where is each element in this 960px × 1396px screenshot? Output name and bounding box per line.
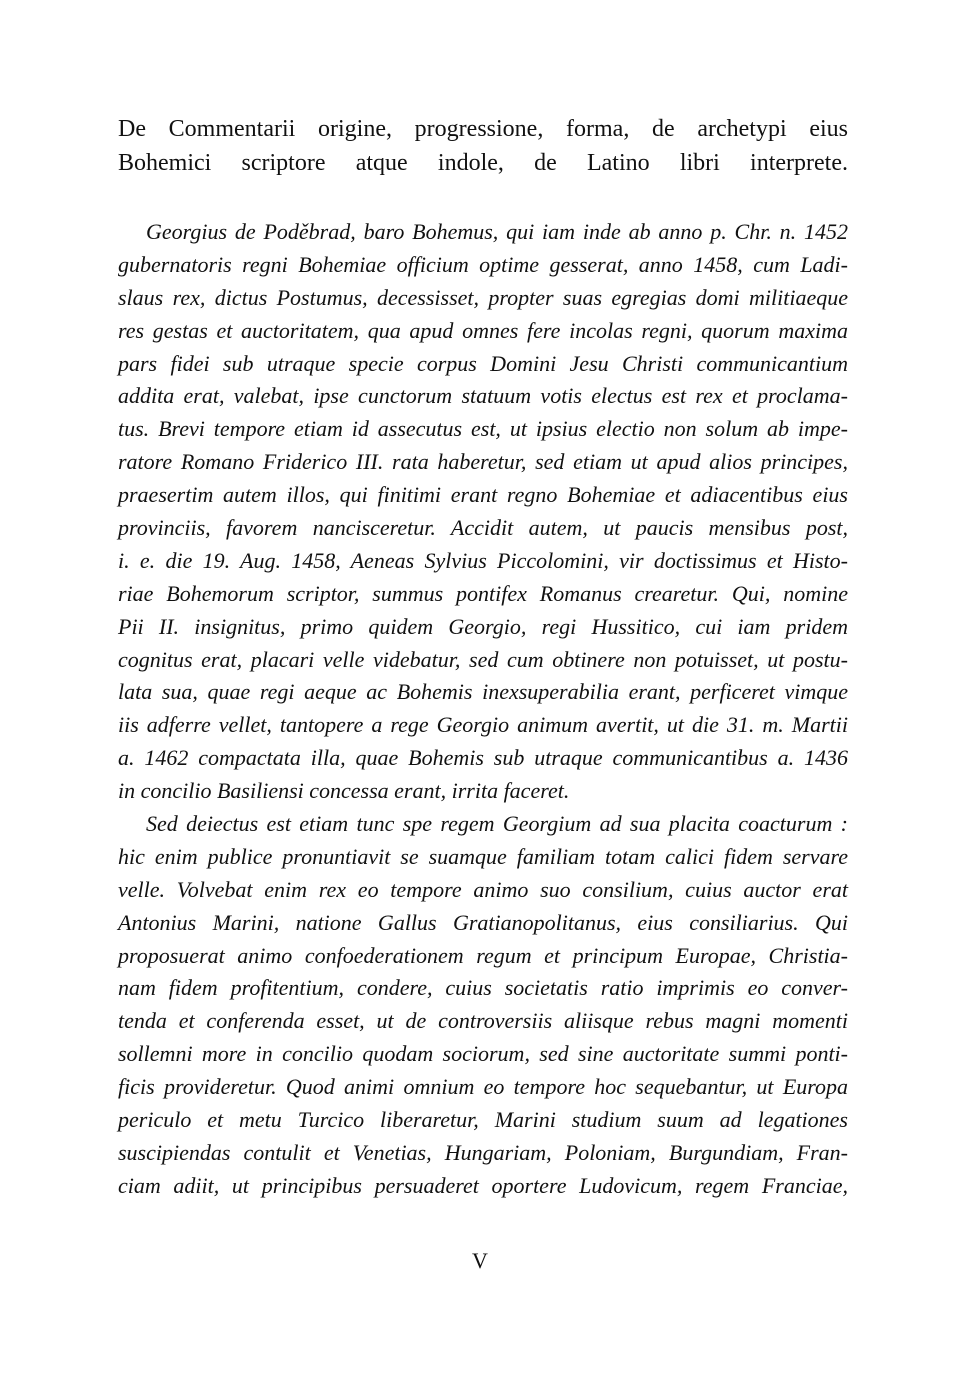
paragraph-1-line: tus. Brevi tempore etiam id assecutus est, ut ipsius electio non solum ab impe- (118, 416, 848, 442)
paragraph-2-line: ciam adiit, ut principibus persuaderet oportere Ludovicum, regem Franciae, (118, 1172, 848, 1198)
body-text (118, 216, 848, 1203)
paragraph-2-line: Sed deiectus est etiam tunc spe regem Georgium ad sua placita coacturum : (146, 811, 848, 837)
paragraph-1-line: res gestas et auctoritatem, qua apud omnes fere incolas regni, quorum maxima (118, 317, 848, 343)
page-number: V (472, 1248, 488, 1273)
heading-line: De Commentarii origine, progressione, forma, de archetypi eius (118, 116, 848, 142)
paragraph-2-line: hic enim publice pronuntiavit se suamque familiam totam calici fidem servare (118, 843, 848, 869)
paragraph-2-line: Antonius Marini, natione Gallus Gratianopolitanus, eius consiliarius. Qui (118, 909, 848, 935)
paragraph-2-line: velle. Volvebat enim rex eo tempore animo suo consilium, cuius auctor erat (118, 876, 848, 902)
paragraph-1-line: addita erat, valebat, ipse cunctorum statuum votis electus est rex et proclama- (118, 383, 848, 409)
paragraph-1-line: cognitus erat, placari velle videbatur, sed cum obtinere non potuisset, ut postu- (118, 646, 848, 672)
paragraph-1-line: Georgius de Poděbrad, baro Bohemus, qui iam inde ab anno p. Chr. n. 1452 (146, 219, 848, 244)
paragraph-1-line: provinciis, favorem nancisceretur. Accidit autem, ut paucis mensibus post, (118, 515, 848, 541)
paragraph-1-line: gubernatoris regni Bohemiae officium optime gesserat, anno 1458, cum Ladi- (118, 251, 848, 277)
paragraph-1-line: slaus rex, dictus Postumus, decessisset, propter suas egregias domi militiaeque (118, 284, 848, 310)
paragraph-1-line: praesertim autem illos, qui finitimi erant regno Bohemiae et adiacentibus eius (118, 482, 848, 508)
paragraph-1-line: i. e. die 19. Aug. 1458, Aeneas Sylvius Piccolomini, vir doctissimus et Histo- (118, 547, 848, 573)
paragraph-1-line: ratore Romano Friderico III. rata haberetur, sed etiam ut apud alios principes, (118, 449, 848, 475)
heading-line: Bohemici scriptore atque indole, de Latino libri interprete. (118, 150, 848, 176)
paragraph-1-line: pars fidei sub utraque specie corpus Domini Jesu Christi communicantium (118, 350, 848, 376)
paragraph-2-line: proposuerat animo confoederationem regum et principum Europae, Christia- (118, 942, 848, 968)
paragraph-2-line: suscipiendas contulit et Venetias, Hungariam, Poloniam, Burgundiam, Fran- (118, 1139, 848, 1165)
paragraph-1-line: a. 1462 compactata illa, quae Bohemis sub utraque communicantibus a. 1436 (118, 745, 848, 771)
paragraph-1-line: iis adferre vellet, tantopere a rege Georgio animum avertit, ut die 31. m. Martii (118, 712, 848, 738)
paragraph-1-line: Pii II. insignitus, primo quidem Georgio, regi Hussitico, cui iam pridem (118, 613, 848, 639)
paragraph-1-line: riae Bohemorum scriptor, summus pontifex Romanus crearetur. Qui, nomine (118, 580, 848, 606)
paragraph-1-line: lata sua, quae regi aeque ac Bohemis inexsuperabilia erant, perficeret vimque (118, 679, 848, 705)
paragraph-2-line: ficis provideretur. Quod animi omnium eo tempore hoc sequebantur, ut Europa (118, 1074, 848, 1100)
paragraph-2-line: tenda et conferenda esset, ut de controversiis aliisque rebus magni momenti (118, 1008, 848, 1034)
paragraph-2-line: periculo et metu Turcico liberaretur, Marini studium suum ad legationes (118, 1107, 848, 1133)
paragraph-2-line: sollemni more in concilio quodam sociorum, sed sine auctoritate summi ponti- (118, 1041, 848, 1067)
paragraph-2-line: nam fidem profitentium, condere, cuius societatis ratio imprimis eo conver- (118, 975, 848, 1001)
chapter-heading (118, 112, 848, 180)
paragraph-1-line: in concilio Basiliensi concessa erant, irrita faceret. (118, 778, 570, 804)
